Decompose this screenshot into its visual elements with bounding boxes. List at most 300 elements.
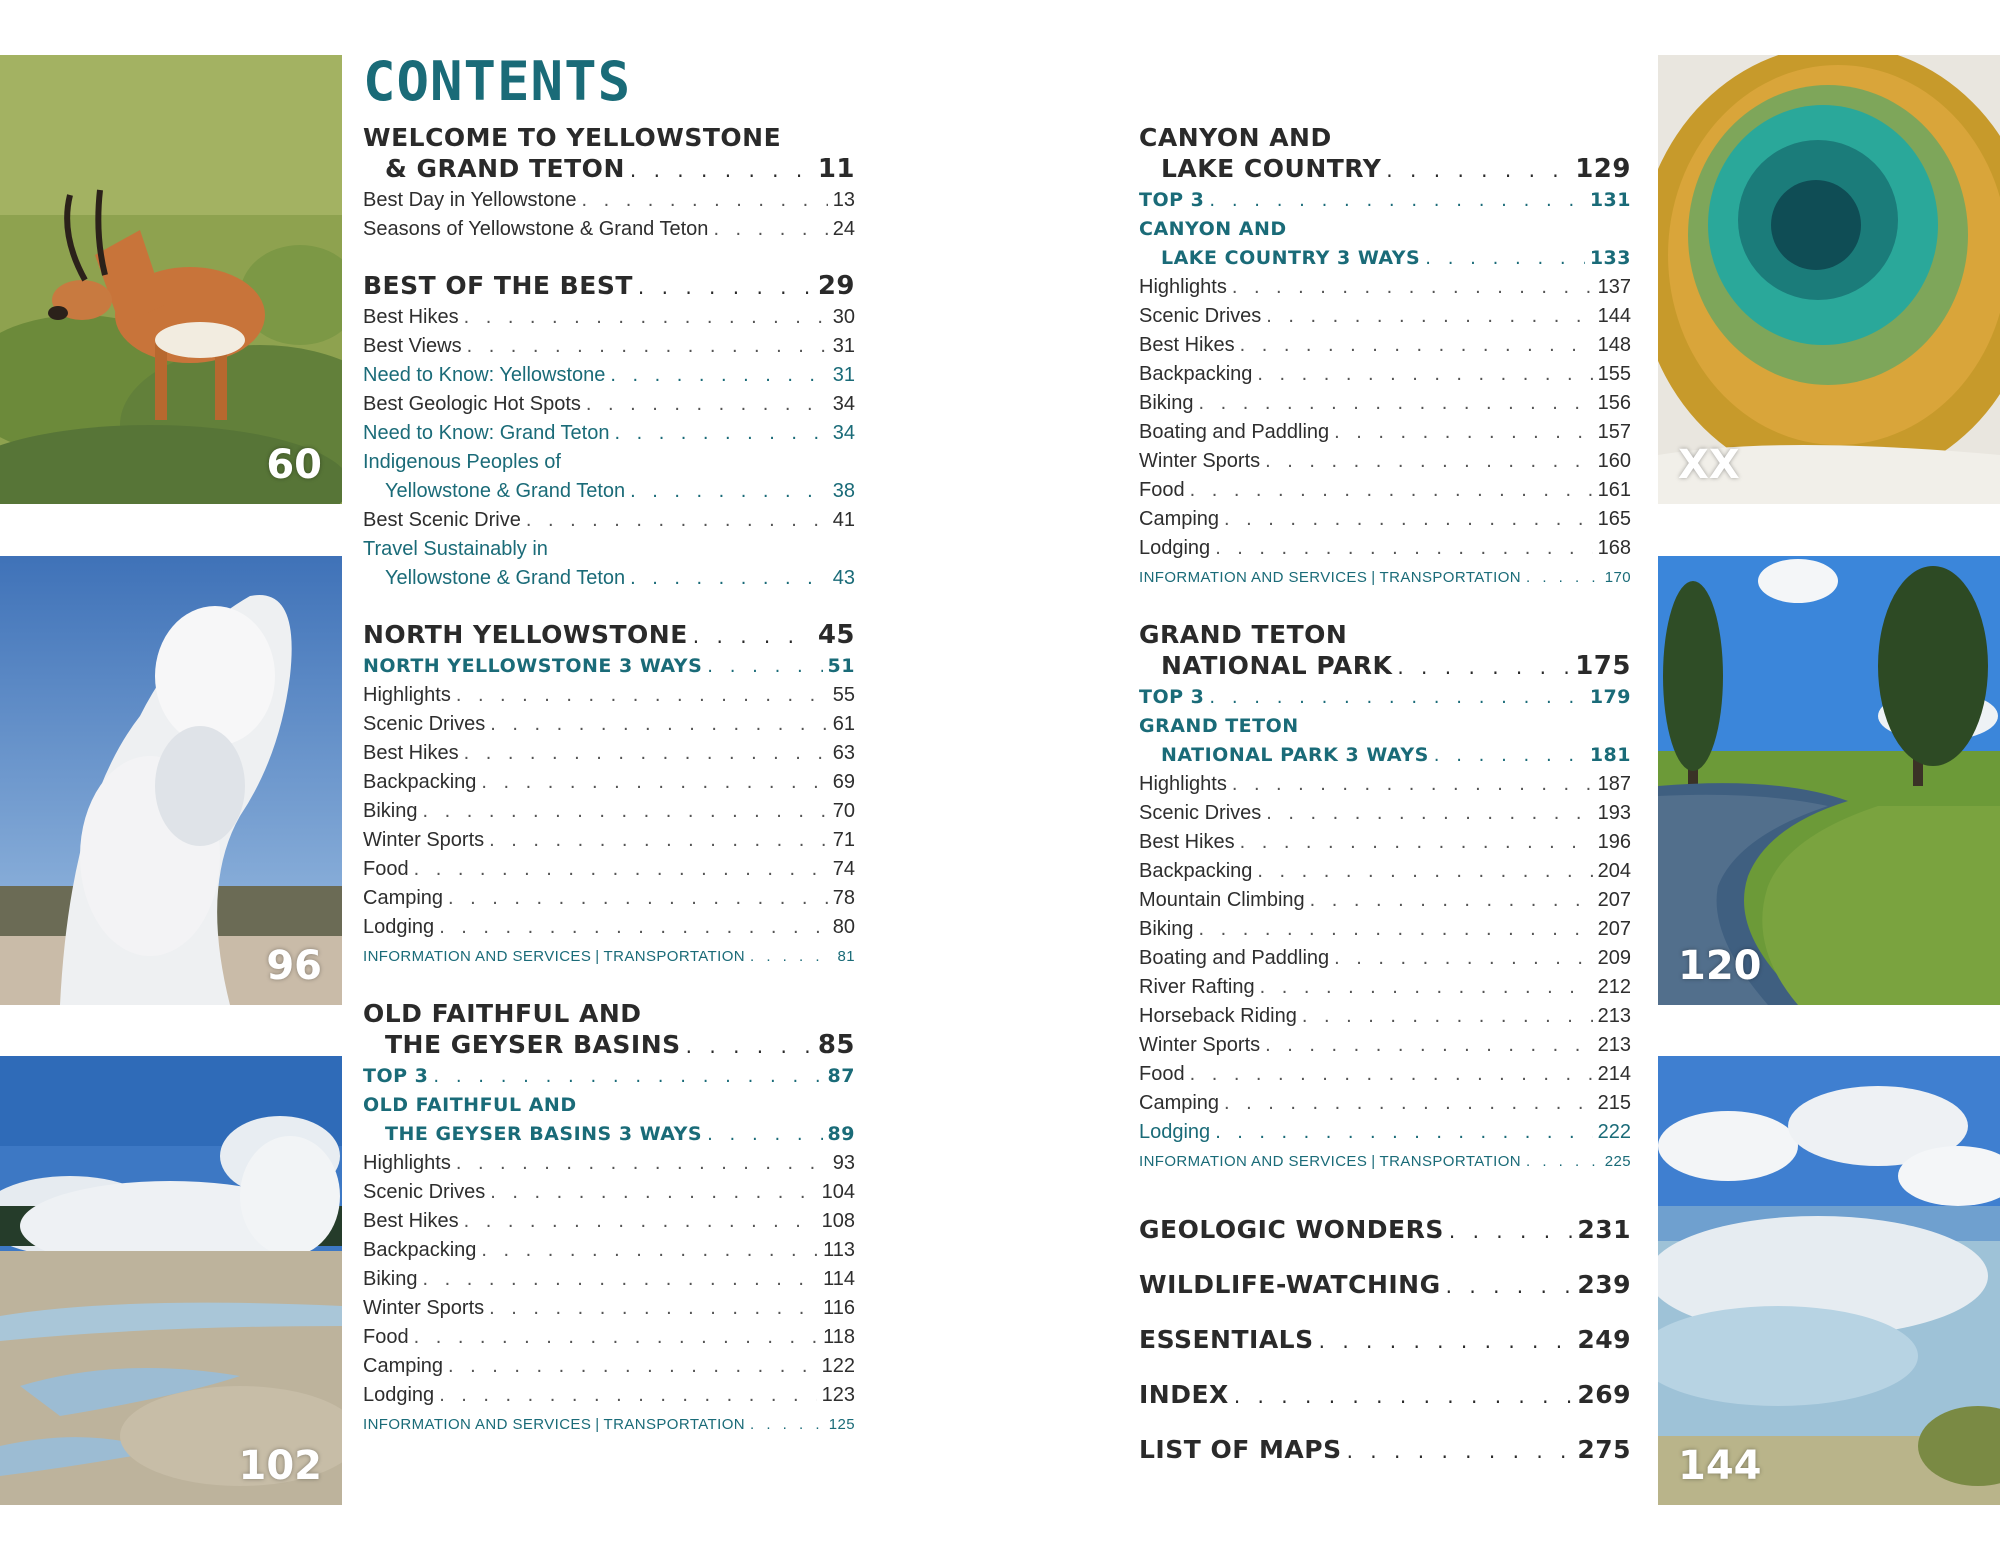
toc-right-column <box>1139 122 1631 1478</box>
toc-item-highlight[interactable] <box>363 419 855 448</box>
toc-item-label: Food <box>363 858 409 880</box>
toc-item[interactable] <box>363 1323 855 1352</box>
dot-leader <box>1240 828 1593 857</box>
dot-leader <box>1265 447 1592 476</box>
page-number: 231 <box>1577 1215 1631 1244</box>
dot-leader <box>456 1149 828 1178</box>
section-title-line: NATIONAL PARK <box>1161 651 1393 680</box>
section-title: NORTH YELLOWSTONE <box>363 620 688 649</box>
page-number: 156 <box>1597 392 1631 414</box>
info-label <box>1139 563 1521 593</box>
page-number: 155 <box>1597 363 1631 385</box>
page-number: 11 <box>817 154 855 184</box>
toc-item-label: Biking <box>1139 918 1194 940</box>
toc-item-label: Camping <box>1139 508 1220 530</box>
info-transport-label: TRANSPORTATION <box>603 1416 745 1433</box>
dot-leader <box>1190 1060 1593 1089</box>
photo-pronghorn <box>0 55 342 504</box>
toc-section-best-of-the-best <box>363 270 855 593</box>
toc-item-label: Highlights <box>363 1152 451 1174</box>
dot-leader <box>1232 770 1593 799</box>
toc-heading-list-of-maps[interactable] <box>1139 1423 1631 1478</box>
page-number: 51 <box>827 655 855 677</box>
photo-geyser <box>0 556 342 1005</box>
photo-page-number: 144 <box>1678 1443 1762 1489</box>
toc-section-canyon <box>1139 122 1631 593</box>
toc-subheading-3-ways[interactable] <box>1139 741 1631 770</box>
toc-item-label: Best Scenic Drive <box>363 509 521 531</box>
toc-item-label: Backpacking <box>1139 860 1253 882</box>
hot-spring-image <box>1658 55 2000 504</box>
page-number: 204 <box>1597 860 1631 882</box>
toc-item[interactable] <box>1139 973 1631 1002</box>
page-number: 71 <box>832 829 855 851</box>
dot-leader <box>456 681 828 710</box>
toc-item[interactable] <box>363 1207 855 1236</box>
toc-back-matter <box>1139 1203 1631 1478</box>
photo-page-number: 96 <box>266 943 322 989</box>
photo-geyser-basin <box>0 1056 342 1505</box>
toc-item-label: Camping <box>363 1355 444 1377</box>
toc-item[interactable] <box>363 1294 855 1323</box>
separator: | <box>595 1416 600 1433</box>
toc-heading-index[interactable] <box>1139 1368 1631 1423</box>
toc-item-label: Best Day in Yellowstone <box>363 189 577 211</box>
dot-leader <box>439 1381 816 1410</box>
section-title: WILDLIFE-WATCHING <box>1139 1270 1441 1299</box>
toc-item-highlight[interactable] <box>1139 1118 1631 1147</box>
toc-item-label: Winter Sports <box>1139 1034 1261 1056</box>
toc-item-label: Scenic Drives <box>363 1181 486 1203</box>
dot-leader <box>610 361 827 390</box>
page-number: 69 <box>832 771 855 793</box>
page-number: 118 <box>823 1326 855 1348</box>
subheading-label: NORTH YELLOWSTONE 3 WAYS <box>363 655 703 677</box>
page-number: 104 <box>821 1181 855 1203</box>
page-number: 70 <box>832 800 855 822</box>
dot-leader <box>1240 331 1593 360</box>
toc-item[interactable] <box>1139 331 1631 360</box>
toc-item-label: Best Views <box>363 335 462 357</box>
page-number: 123 <box>821 1384 855 1406</box>
toc-item[interactable] <box>1139 770 1631 799</box>
toc-item[interactable] <box>1139 944 1631 973</box>
toc-item-label: Need to Know: Yellowstone <box>363 364 606 386</box>
page-number: 81 <box>837 948 855 965</box>
toc-item-label: Yellowstone & Grand Teton <box>385 480 626 502</box>
toc-item-label: Winter Sports <box>363 829 485 851</box>
page-number: 129 <box>1575 154 1631 184</box>
toc-section-welcome <box>363 122 855 244</box>
section-title-line: GRAND TETON <box>1139 620 1348 649</box>
toc-item-label: Camping <box>1139 1092 1220 1114</box>
toc-item[interactable] <box>363 303 855 332</box>
toc-subheading-3-ways[interactable] <box>363 652 855 681</box>
page-number: 225 <box>1604 1153 1631 1170</box>
page-number: 179 <box>1589 686 1631 708</box>
dot-leader <box>448 1352 817 1381</box>
toc-subheading-top-3[interactable] <box>1139 683 1631 712</box>
page-number: 108 <box>821 1210 855 1232</box>
toc-item[interactable] <box>1139 534 1631 563</box>
subheading-label-line: CANYON AND <box>1139 218 1287 240</box>
geyser-basin-image <box>0 1056 342 1505</box>
subheading-label: TOP 3 <box>363 1065 429 1087</box>
toc-item[interactable] <box>1139 273 1631 302</box>
toc-item-label: Biking <box>363 800 418 822</box>
toc-item[interactable] <box>1139 505 1631 534</box>
dot-leader <box>1434 741 1585 770</box>
subheading-label: NATIONAL PARK 3 WAYS <box>1161 744 1429 766</box>
toc-heading-geologic-wonders[interactable] <box>1139 1203 1631 1258</box>
toc-item[interactable] <box>363 681 855 710</box>
dot-leader <box>448 884 828 913</box>
dot-leader <box>414 1323 819 1352</box>
toc-item[interactable] <box>363 768 855 797</box>
section-title-line: & GRAND TETON <box>385 154 625 183</box>
dot-leader <box>489 826 828 855</box>
subheading-label: THE GEYSER BASINS 3 WAYS <box>385 1123 703 1145</box>
toc-left-column <box>363 122 855 1466</box>
page-number: 125 <box>828 1416 855 1433</box>
subheading-label-line: GRAND TETON <box>1139 715 1299 737</box>
toc-heading-best[interactable] <box>363 270 855 303</box>
dot-leader <box>489 1294 818 1323</box>
page-number: 41 <box>832 509 855 531</box>
info-services-label: INFORMATION AND SERVICES <box>1139 569 1368 586</box>
toc-item-label: Food <box>1139 1063 1185 1085</box>
toc-item-label: Scenic Drives <box>1139 802 1262 824</box>
dot-leader <box>414 855 828 884</box>
dot-leader <box>1347 1424 1573 1478</box>
section-title-line: WELCOME TO YELLOWSTONE <box>363 123 782 152</box>
page-number: 43 <box>832 567 855 589</box>
page-number: 161 <box>1597 479 1631 501</box>
toc-section-grand-teton <box>1139 619 1631 1177</box>
info-services-label: INFORMATION AND SERVICES <box>1139 1153 1368 1170</box>
toc-item[interactable] <box>363 1352 855 1381</box>
section-title-line: OLD FAITHFUL AND <box>363 999 642 1028</box>
dot-leader <box>1319 1314 1573 1368</box>
toc-heading-old-faithful[interactable] <box>363 1029 855 1062</box>
page-number: 89 <box>827 1123 855 1145</box>
toc-item-highlight[interactable] <box>363 477 855 506</box>
toc-item[interactable] <box>363 826 855 855</box>
toc-item-label: River Rafting <box>1139 976 1255 998</box>
dot-leader <box>1266 302 1592 331</box>
page-number: 168 <box>1597 537 1631 559</box>
toc-info-line[interactable] <box>1139 563 1631 593</box>
dot-leader <box>707 1120 822 1149</box>
toc-item[interactable] <box>363 1381 855 1410</box>
toc-item[interactable] <box>1139 1060 1631 1089</box>
page-number: 239 <box>1577 1270 1631 1299</box>
dot-leader <box>1234 1369 1572 1423</box>
toc-item[interactable] <box>363 186 855 215</box>
page-number: 193 <box>1597 802 1631 824</box>
dot-leader <box>1526 1147 1600 1177</box>
toc-item-label: Food <box>1139 479 1185 501</box>
toc-item[interactable] <box>363 1149 855 1178</box>
dot-leader <box>1257 857 1592 886</box>
toc-item[interactable] <box>1139 447 1631 476</box>
info-transport-label: TRANSPORTATION <box>1379 569 1521 586</box>
page-number: 144 <box>1597 305 1631 327</box>
dot-leader <box>526 506 828 535</box>
photo-river <box>1658 556 2000 1005</box>
dot-leader <box>713 215 827 244</box>
toc-info-line[interactable] <box>363 1410 855 1440</box>
toc-subheading-3-ways[interactable] <box>363 1120 855 1149</box>
toc-info-line[interactable] <box>363 942 855 972</box>
page-number: 113 <box>823 1239 855 1261</box>
dot-leader <box>1302 1002 1593 1031</box>
page-number: 137 <box>1597 276 1631 298</box>
page-number: 45 <box>817 620 855 650</box>
toc-item[interactable] <box>363 913 855 942</box>
page-number: 31 <box>832 335 855 357</box>
toc-item-label: Best Geologic Hot Spots <box>363 393 581 415</box>
toc-subheading-3-ways[interactable] <box>1139 244 1631 273</box>
toc-section-old-faithful <box>363 998 855 1440</box>
page-number: 133 <box>1589 247 1631 269</box>
section-title-line: THE GEYSER BASINS <box>385 1030 681 1059</box>
toc-item[interactable] <box>363 884 855 913</box>
dot-leader <box>481 1236 818 1265</box>
toc-item-label: Yellowstone & Grand Teton <box>385 567 626 589</box>
toc-item-label: Boating and Paddling <box>1139 947 1330 969</box>
toc-item-label: Best Hikes <box>1139 831 1235 853</box>
toc-item[interactable] <box>1139 1031 1631 1060</box>
dot-leader <box>422 1265 818 1294</box>
section-title: ESSENTIALS <box>1139 1325 1314 1354</box>
toc-heading-essentials[interactable] <box>1139 1313 1631 1368</box>
page-number: 122 <box>821 1355 855 1377</box>
toc-item[interactable] <box>1139 828 1631 857</box>
toc-item-label-line: Indigenous Peoples of <box>363 451 561 473</box>
dot-leader <box>1224 1089 1593 1118</box>
page-number: 38 <box>832 480 855 502</box>
dot-leader <box>1215 1118 1592 1147</box>
page-number: 207 <box>1597 889 1631 911</box>
toc-item[interactable] <box>363 739 855 768</box>
section-title-line: LAKE COUNTRY <box>1161 154 1382 183</box>
toc-item-label: Lodging <box>1139 1121 1211 1143</box>
dot-leader <box>1232 273 1593 302</box>
toc-item[interactable] <box>1139 302 1631 331</box>
dot-leader <box>481 768 827 797</box>
dot-leader <box>490 1178 816 1207</box>
contents-title: CONTENTS <box>363 50 632 113</box>
toc-heading-canyon[interactable] <box>1139 153 1631 186</box>
toc-item[interactable] <box>363 506 855 535</box>
geyser-image <box>0 556 342 1005</box>
toc-item[interactable] <box>1139 418 1631 447</box>
page-number: 157 <box>1597 421 1631 443</box>
toc-item[interactable] <box>363 797 855 826</box>
toc-item-label: Highlights <box>1139 773 1227 795</box>
info-services-label: INFORMATION AND SERVICES <box>363 1416 592 1433</box>
page-number: 74 <box>832 858 855 880</box>
toc-item-label: Best Hikes <box>1139 334 1235 356</box>
page-number: 85 <box>817 1030 855 1060</box>
page-number: 63 <box>832 742 855 764</box>
dot-leader <box>1215 534 1592 563</box>
toc-item-highlight[interactable] <box>363 361 855 390</box>
page-number: 209 <box>1597 947 1631 969</box>
toc-info-line[interactable] <box>1139 1147 1631 1177</box>
page-number: 222 <box>1597 1121 1631 1143</box>
toc-subheading-top-3[interactable] <box>363 1062 855 1091</box>
page-number: 165 <box>1597 508 1631 530</box>
page-number: 30 <box>832 306 855 328</box>
page-number: 55 <box>832 684 855 706</box>
photo-page-number: 102 <box>238 1443 322 1489</box>
section-title: INDEX <box>1139 1380 1229 1409</box>
info-transport-label: TRANSPORTATION <box>603 948 745 965</box>
page-number: 80 <box>832 916 855 938</box>
section-title: LIST OF MAPS <box>1139 1435 1342 1464</box>
page-number: 213 <box>1597 1034 1631 1056</box>
separator: | <box>1371 569 1376 586</box>
info-label <box>1139 1147 1521 1177</box>
dot-leader <box>630 477 828 506</box>
toc-heading-wildlife-watching[interactable] <box>1139 1258 1631 1313</box>
toc-heading-welcome[interactable] <box>363 153 855 186</box>
dot-leader <box>1386 155 1570 186</box>
toc-item[interactable] <box>1139 857 1631 886</box>
photo-hot-spring <box>1658 55 2000 504</box>
toc-item-label: Highlights <box>1139 276 1227 298</box>
page-number: 34 <box>832 393 855 415</box>
info-label <box>363 942 745 972</box>
toc-item-label: Boating and Paddling <box>1139 421 1330 443</box>
photo-page-number: 120 <box>1678 943 1762 989</box>
toc-item[interactable] <box>1139 886 1631 915</box>
toc-item[interactable] <box>363 710 855 739</box>
toc-item-label: Biking <box>363 1268 418 1290</box>
toc-item-label: Food <box>363 1326 409 1348</box>
page-number: 24 <box>832 218 855 240</box>
toc-item[interactable] <box>1139 1002 1631 1031</box>
photo-lake-steam <box>1658 1056 2000 1505</box>
dot-leader <box>467 332 828 361</box>
toc-heading-grand-teton[interactable] <box>1139 650 1631 683</box>
page-number: 61 <box>832 713 855 735</box>
toc-item-label: Lodging <box>363 1384 435 1406</box>
toc-item-label: Highlights <box>363 684 451 706</box>
toc-item-label: Winter Sports <box>1139 450 1261 472</box>
toc-item-label: Best Hikes <box>363 742 459 764</box>
subheading-label: TOP 3 <box>1139 686 1205 708</box>
pronghorn-image <box>0 55 342 504</box>
photo-page-number: 60 <box>266 442 322 488</box>
page-number: 269 <box>1577 1380 1631 1409</box>
toc-item-label: Lodging <box>363 916 435 938</box>
page-number: 215 <box>1597 1092 1631 1114</box>
toc-item-label: Backpacking <box>1139 363 1253 385</box>
section-title-line: CANYON AND <box>1139 123 1332 152</box>
toc-heading-north[interactable] <box>363 619 855 652</box>
photo-page-number: XX <box>1678 442 1740 488</box>
toc-item-label: Backpacking <box>363 1239 477 1261</box>
page-number: 181 <box>1589 744 1631 766</box>
toc-item[interactable] <box>363 332 855 361</box>
toc-item[interactable] <box>1139 799 1631 828</box>
dot-leader <box>638 272 813 303</box>
dot-leader <box>1257 360 1592 389</box>
page-number: 34 <box>832 422 855 444</box>
toc-item-label: Mountain Climbing <box>1139 889 1305 911</box>
page-number: 207 <box>1597 918 1631 940</box>
dot-leader <box>1198 389 1592 418</box>
dot-leader <box>630 564 828 593</box>
toc-item[interactable] <box>363 390 855 419</box>
page-number: 148 <box>1597 334 1631 356</box>
dot-leader <box>750 942 833 972</box>
dot-leader <box>439 913 828 942</box>
info-label <box>363 1410 745 1440</box>
toc-item[interactable] <box>1139 915 1631 944</box>
page-number: 170 <box>1604 569 1631 586</box>
toc-item[interactable] <box>363 1178 855 1207</box>
dot-leader <box>586 390 828 419</box>
dot-leader <box>464 739 828 768</box>
dot-leader <box>464 1207 817 1236</box>
dot-leader <box>1449 1204 1572 1258</box>
toc-item-label: Winter Sports <box>363 1297 485 1319</box>
toc-item-label: Need to Know: Grand Teton <box>363 422 610 444</box>
dot-leader <box>1334 418 1592 447</box>
dot-leader <box>693 621 813 652</box>
dot-leader <box>1190 476 1593 505</box>
dot-leader <box>750 1410 824 1440</box>
dot-leader <box>1425 244 1585 273</box>
dot-leader <box>630 155 813 186</box>
toc-item[interactable] <box>363 215 855 244</box>
toc-item[interactable] <box>1139 1089 1631 1118</box>
toc-item-label: Camping <box>363 887 444 909</box>
page-number: 131 <box>1589 189 1631 211</box>
toc-item[interactable] <box>363 855 855 884</box>
toc-item-label: Biking <box>1139 392 1194 414</box>
page-number: 213 <box>1597 1005 1631 1027</box>
dot-leader <box>614 419 827 448</box>
dot-leader <box>1209 683 1584 712</box>
toc-item[interactable] <box>363 1236 855 1265</box>
dot-leader <box>1265 1031 1592 1060</box>
toc-item-label: Scenic Drives <box>1139 305 1262 327</box>
toc-item[interactable] <box>1139 476 1631 505</box>
dot-leader <box>1266 799 1592 828</box>
subheading-label-line: OLD FAITHFUL AND <box>363 1094 577 1116</box>
dot-leader <box>1198 915 1592 944</box>
toc-item-label: Best Hikes <box>363 1210 459 1232</box>
page-number: 114 <box>823 1268 855 1290</box>
toc-item[interactable] <box>1139 360 1631 389</box>
toc-item-highlight[interactable] <box>363 564 855 593</box>
page-number: 31 <box>832 364 855 386</box>
toc-subheading-top-3[interactable] <box>1139 186 1631 215</box>
toc-item[interactable] <box>1139 389 1631 418</box>
separator: | <box>595 948 600 965</box>
section-title: BEST OF THE BEST <box>363 271 633 300</box>
dot-leader <box>490 710 827 739</box>
river-image <box>1658 556 2000 1005</box>
toc-item[interactable] <box>363 1265 855 1294</box>
page-number: 175 <box>1575 651 1631 681</box>
subheading-label: TOP 3 <box>1139 189 1205 211</box>
